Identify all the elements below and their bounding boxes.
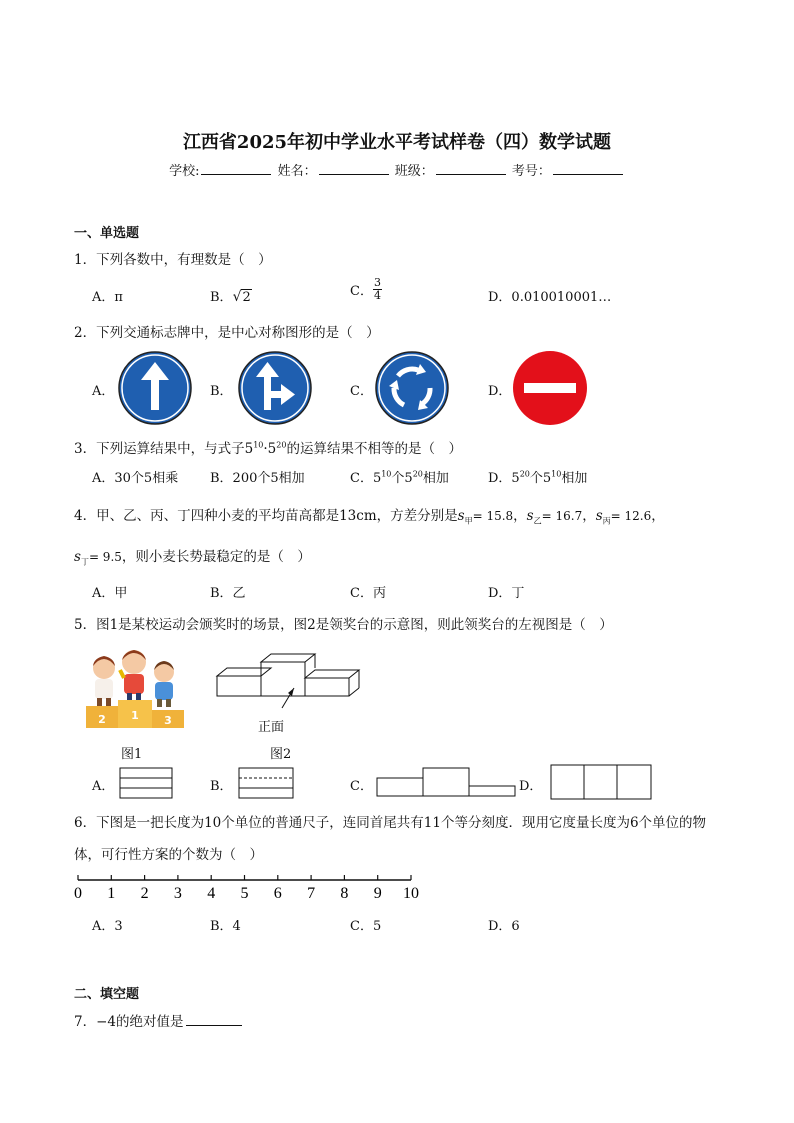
ruler-tick-label: 9 (373, 885, 382, 902)
sqrt-radicand: 2 (242, 290, 251, 305)
podium-label-2: 2 (98, 713, 106, 726)
q5-option-d: D． (519, 779, 543, 794)
q5-option-b: B． (210, 779, 233, 794)
student-info (0, 160, 794, 179)
front-view-label: 正面 (258, 720, 285, 735)
q5-option-a: A． (92, 779, 115, 794)
figure-1-caption: 图1 (121, 747, 143, 762)
ruler-tick-label: 10 (403, 885, 419, 902)
ruler-tick-label: 5 (240, 885, 249, 902)
ruler-tick-label: 8 (340, 885, 349, 902)
ruler-tick-label: 3 (173, 885, 182, 902)
ruler-tick-label: 1 (107, 885, 116, 902)
q3-option-c: C．$5^{10}$个$5^{20}$相加 (350, 469, 449, 486)
no-entry-sign-icon (512, 350, 588, 426)
q5-option-c-figure (375, 766, 517, 798)
q3-option-a: A．30个5相乘 (92, 471, 179, 486)
award-podium-illustration (84, 648, 186, 730)
class-blank (436, 162, 506, 175)
number-blank (553, 162, 623, 175)
straight-arrow-sign-icon (117, 350, 193, 426)
q6-option-d: D．6 (488, 919, 520, 934)
ruler-tick-label: 4 (207, 885, 216, 902)
q6-line1: 6．下图是一把长度为10个单位的普通尺子，连同首尾共有11个等分刻度．现用它度量长度为6个单位的物 (74, 815, 707, 831)
q6-option-c: C．5 (350, 919, 382, 934)
podium-label-1: 1 (131, 709, 139, 722)
q1-option-a: A．π (92, 290, 123, 305)
q6-option-b: B．4 (210, 919, 241, 934)
podium-schematic-figure (214, 650, 364, 710)
q5-option-d-figure (548, 763, 654, 801)
q4-line1: 4．甲、乙、丙、丁四种小麦的平均苗高都是13cm，方差分别是$s_甲= 15.8$，$s_乙= 16.7$，$s_丙= 12.6$， (74, 508, 665, 526)
school-label: 学校: (169, 164, 200, 179)
q5-option-c: C． (350, 779, 373, 794)
podium-label-3: 3 (164, 714, 172, 727)
name-blank (319, 162, 389, 175)
q3-option-d: D．$5^{20}$个$5^{10}$相加 (488, 469, 588, 486)
q1-option-c: C． $\frac{3}{4}$ (350, 276, 381, 302)
ruler-tick-label: 2 (140, 885, 149, 902)
q2-option-d: D． (488, 384, 512, 399)
section-2-heading: 二、填空题 (74, 987, 140, 1002)
q3-stem: 3．下列运算结果中，与式子$5^{10}\cdot 5^{20}$的运算结果不相等的是（ ） (74, 440, 462, 457)
q5-stem: 5．图1是某校运动会颁奖时的场景，图2是领奖台的示意图，则此领奖台的左视图是（ ） (74, 617, 613, 633)
q4-option-c: C．丙 (350, 586, 386, 601)
q4-option-b: B．乙 (210, 586, 246, 601)
section-1-heading: 一、单选题 (74, 226, 140, 241)
q2-option-a: A． (92, 384, 115, 399)
q4-option-a: A．甲 (92, 586, 128, 601)
number-label: 考号： (511, 164, 551, 179)
ruler-tick-label: 0 (74, 885, 82, 902)
q7-stem: 7．−4的绝对值是 (74, 1010, 244, 1030)
q3-option-b: B．200个5相加 (210, 471, 305, 486)
q6-option-a: A．3 (92, 919, 123, 934)
straight-or-right-sign-icon (237, 350, 313, 426)
q1-option-b: B．√2 (210, 289, 251, 305)
ruler-tick-label: 7 (307, 885, 316, 902)
q1-stem: 1．下列各数中，有理数是（ ） (74, 252, 272, 268)
q6-line2: 体，可行性方案的个数为（ ） (74, 847, 263, 863)
q4-option-d: D．丁 (488, 586, 525, 601)
roundabout-sign-icon (374, 350, 450, 426)
q4-line2: $s_丁= 9.5$，则小麦长势最稳定的是（ ） (74, 549, 311, 567)
q5-option-a-figure (118, 766, 174, 800)
q5-option-b-figure (237, 766, 295, 800)
q2-option-c: C． (350, 384, 373, 399)
fraction-3-4: $\frac{3}{4}$ (373, 276, 381, 302)
page-title: 江西省2025年初中学业水平考试样卷（四）数学试题 (182, 132, 612, 153)
name-label: 姓名： (277, 164, 317, 179)
q2-stem: 2．下列交通标志牌中，是中心对称图形的是（ ） (74, 325, 380, 341)
q2-option-b: B． (210, 384, 233, 399)
q7-answer-blank (186, 1013, 242, 1026)
class-label: 班级： (394, 164, 434, 179)
ruler-figure (68, 872, 428, 904)
q1-option-d: D．0.010010001… (488, 290, 612, 305)
school-blank (201, 162, 271, 175)
figure-2-caption: 图2 (270, 747, 292, 762)
ruler-tick-label: 6 (273, 885, 282, 902)
